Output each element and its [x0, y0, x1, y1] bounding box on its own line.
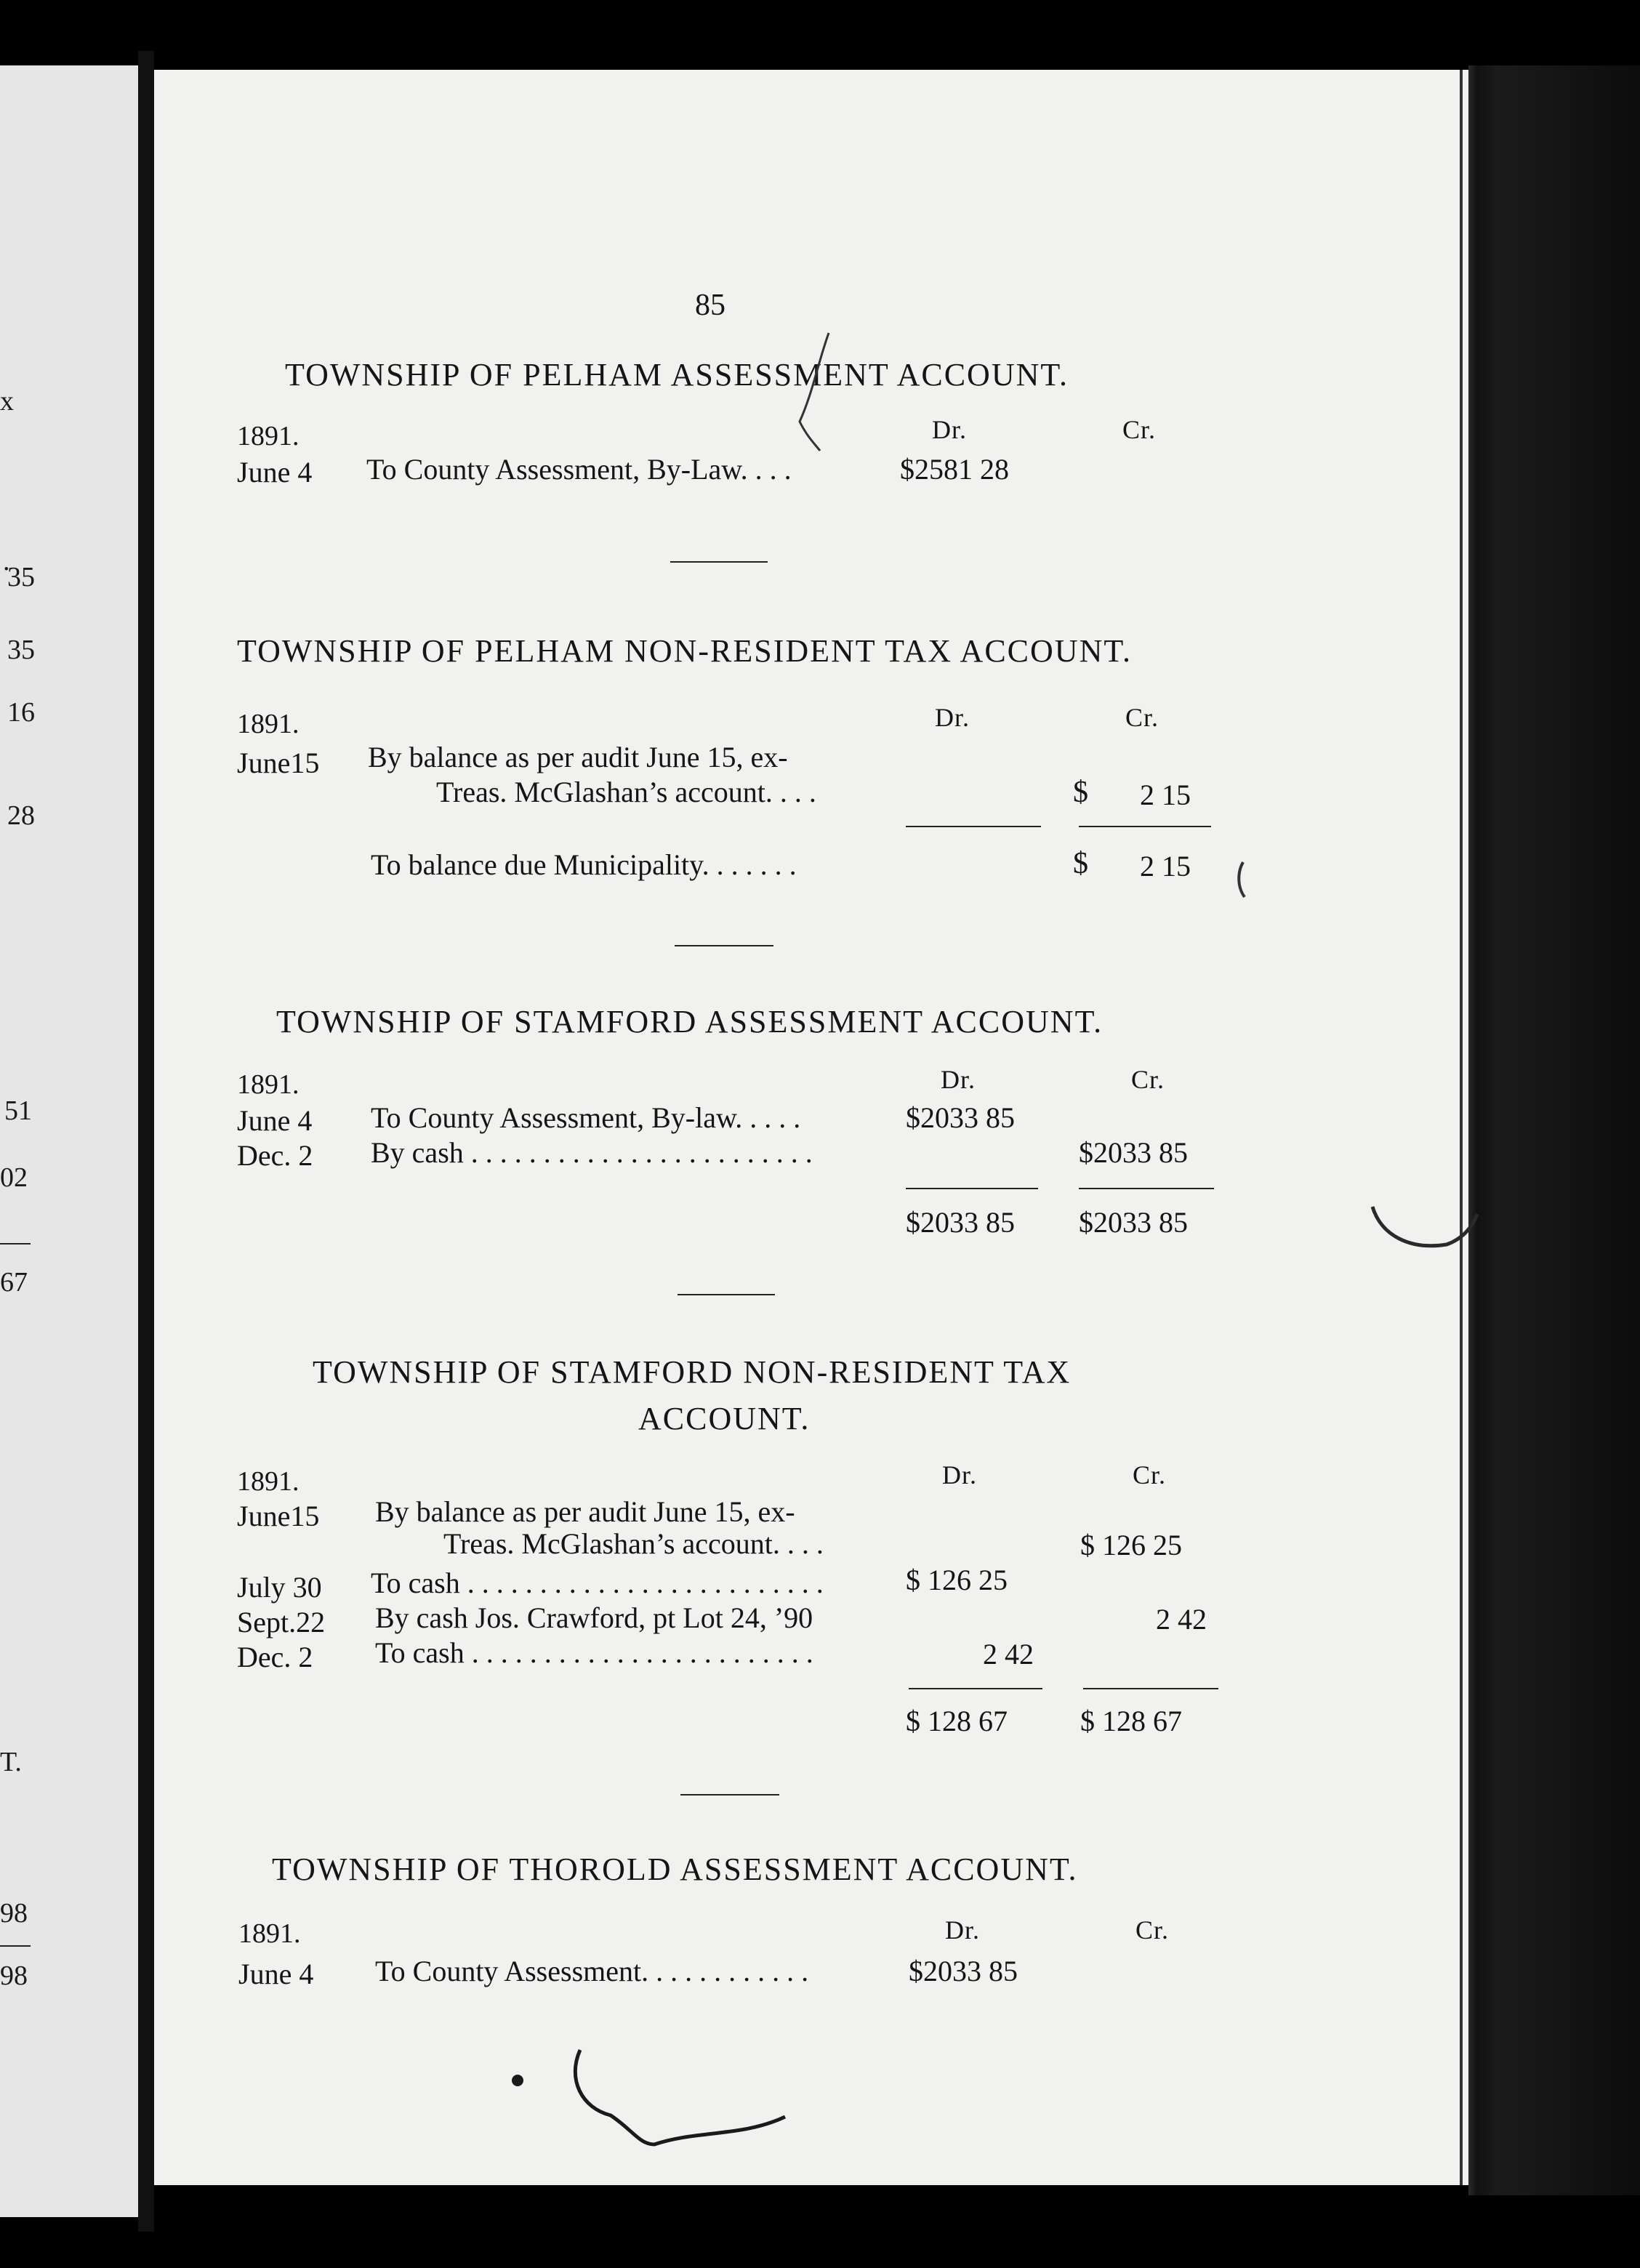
cr-column-header: Cr.: [1135, 1915, 1170, 1945]
entry-credit: $ 126 25: [1080, 1529, 1182, 1561]
entry-date: July 30: [237, 1571, 322, 1604]
left-page-fragment: 51: [4, 1095, 32, 1126]
cr-column-header: Cr.: [1125, 703, 1159, 732]
entry-credit: $2033 85: [1079, 1136, 1188, 1169]
year-label: 1891.: [237, 1466, 300, 1497]
entry-description: To cash . . . . . . . . . . . . . . . . . . . . . . . .: [375, 1636, 813, 1669]
cr-column-header: Cr.: [1131, 1065, 1165, 1094]
left-page-fragment: 02: [0, 1162, 28, 1193]
entry-description: To cash . . . . . . . . . . . . . . . . . . . . . . . . .: [371, 1567, 824, 1599]
left-page-fragment: 16: [7, 697, 35, 728]
entry-debit: $2033 85: [906, 1101, 1015, 1134]
section-title-continued: ACCOUNT.: [638, 1401, 811, 1436]
left-page-fragment: 35: [7, 635, 35, 665]
entry-debit: $ 126 25: [906, 1564, 1008, 1596]
entry-date: Dec. 2: [237, 1641, 313, 1673]
year-label: 1891.: [237, 709, 300, 739]
entry-debit: $2581 28: [900, 453, 1009, 486]
left-page-fragment: 28: [7, 800, 35, 831]
left-page-fragment: x: [0, 386, 14, 417]
year-label: 1891.: [238, 1918, 301, 1949]
entry-date: June 4: [238, 1958, 314, 1990]
dr-column-header: Dr.: [945, 1915, 980, 1945]
entry-date: Dec. 2: [237, 1139, 313, 1172]
entry-date: June15: [237, 1500, 320, 1532]
section-title: TOWNSHIP OF PELHAM NON-RESIDENT TAX ACCOUNT.: [237, 633, 1132, 669]
entry-credit: 2 15: [1140, 779, 1191, 811]
entry-description: To County Assessment, By-Law. . . .: [366, 453, 792, 486]
page-number: 85: [695, 289, 725, 322]
entry-description: To County Assessment. . . . . . . . . . . .: [375, 1955, 809, 1987]
section-title: TOWNSHIP OF PELHAM ASSESSMENT ACCOUNT.: [285, 357, 1069, 393]
entry-description: By balance as per audit June 15, ex-: [368, 741, 788, 773]
entry-date: June 4: [237, 1104, 313, 1137]
left-page-fragment: T.: [0, 1747, 22, 1777]
entry-credit: 2 15: [1140, 850, 1191, 882]
section-title: TOWNSHIP OF THOROLD ASSESSMENT ACCOUNT.: [272, 1851, 1078, 1887]
debit-total: $2033 85: [906, 1206, 1015, 1239]
section-title: TOWNSHIP OF STAMFORD ASSESSMENT ACCOUNT.: [276, 1004, 1104, 1040]
left-page-fragment: 98: [0, 1898, 28, 1929]
entry-credit-currency: $: [1073, 776, 1088, 809]
left-page-fragment: 67: [0, 1267, 28, 1298]
entry-date: June15: [237, 747, 320, 779]
entry-description-continued: Treas. McGlashan’s account. . . .: [443, 1527, 824, 1560]
entry-description: To balance due Municipality. . . . . . .: [371, 848, 797, 881]
credit-total: $ 128 67: [1080, 1705, 1182, 1737]
entry-credit-currency: $: [1073, 847, 1088, 880]
entry-credit: 2 42: [1156, 1603, 1207, 1636]
entry-date: Sept.22: [237, 1606, 326, 1638]
dr-column-header: Dr.: [942, 1460, 977, 1489]
dr-column-header: Dr.: [932, 415, 967, 444]
entry-description: By cash . . . . . . . . . . . . . . . . . . . . . . . .: [371, 1136, 813, 1169]
left-page-fragment: 98: [0, 1961, 28, 1991]
entry-debit: 2 42: [983, 1638, 1034, 1670]
dr-column-header: Dr.: [941, 1065, 976, 1094]
year-label: 1891.: [237, 421, 300, 451]
left-page-fragment: .: [3, 546, 10, 576]
dr-column-header: Dr.: [935, 703, 970, 732]
section-title: TOWNSHIP OF STAMFORD NON-RESIDENT TAX: [313, 1354, 1072, 1390]
entry-description: To County Assessment, By-law. . . . .: [371, 1101, 801, 1134]
entry-description: By cash Jos. Crawford, pt Lot 24, ’90: [375, 1601, 813, 1634]
cr-column-header: Cr.: [1122, 415, 1157, 444]
entry-description: By balance as per audit June 15, ex-: [375, 1495, 795, 1528]
cr-column-header: Cr.: [1133, 1460, 1167, 1489]
entry-debit: $2033 85: [909, 1955, 1018, 1987]
entry-date: June 4: [237, 456, 313, 488]
left-page-fragment: 35: [7, 562, 35, 592]
debit-total: $ 128 67: [906, 1705, 1008, 1737]
entry-description-continued: Treas. McGlashan’s account. . . .: [436, 776, 816, 808]
credit-total: $2033 85: [1079, 1206, 1188, 1239]
year-label: 1891.: [237, 1069, 300, 1100]
